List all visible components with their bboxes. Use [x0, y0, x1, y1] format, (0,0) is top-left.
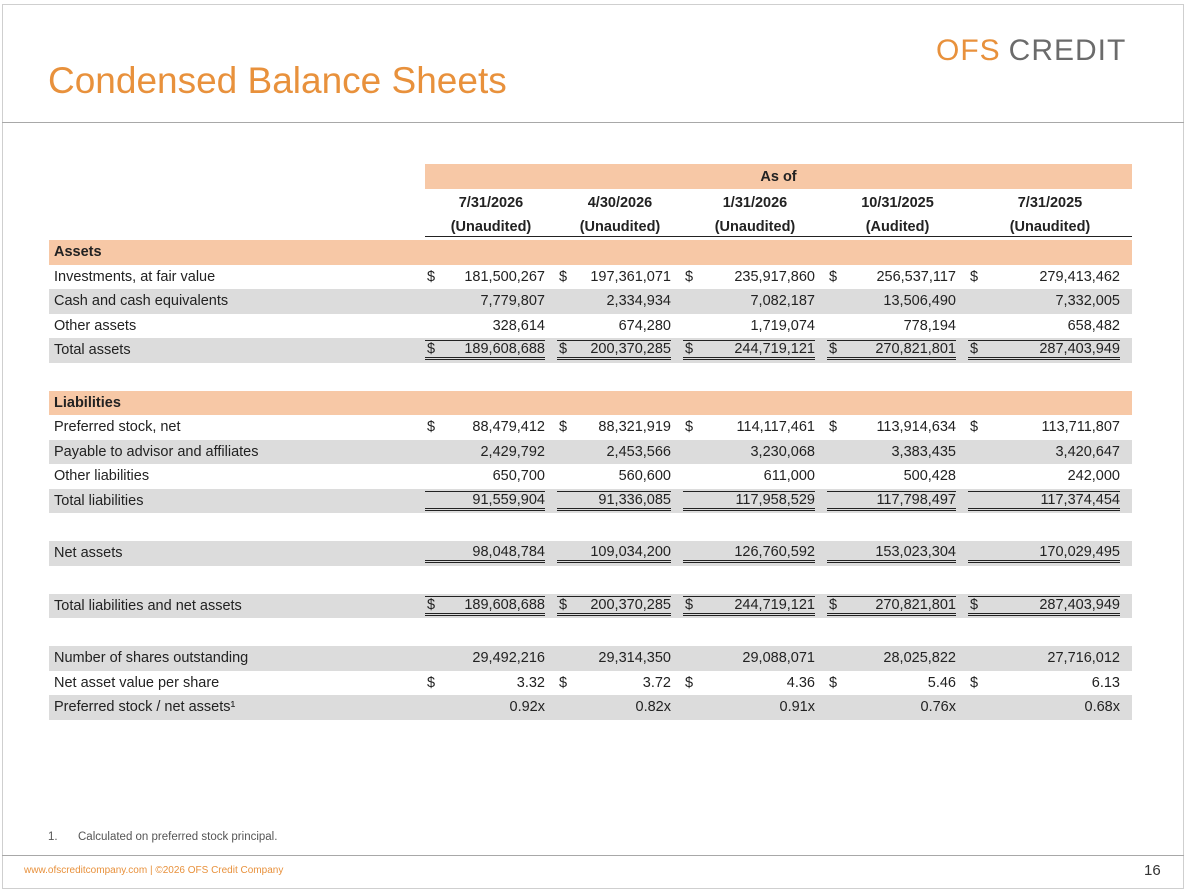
currency-symbol: $ — [970, 341, 979, 358]
currency-symbol: $ — [970, 596, 979, 613]
cell-value: 270,821,801 — [875, 341, 956, 358]
column-status: (Unaudited) — [425, 219, 557, 237]
cell-value: 117,798,497 — [876, 491, 956, 508]
currency-symbol: $ — [685, 268, 694, 285]
cell-value: 0.92x — [509, 699, 545, 716]
cell-value: 3,420,647 — [1055, 443, 1120, 460]
cell-value: 153,023,304 — [875, 543, 956, 560]
column-status: (Audited) — [827, 219, 968, 237]
table-row — [49, 541, 1132, 566]
currency-symbol: $ — [427, 674, 436, 691]
table-row — [49, 265, 1132, 290]
row-label: Net assets — [49, 541, 425, 566]
cell-value: 5.46 — [927, 674, 956, 691]
cell-value: 6.13 — [1091, 674, 1120, 691]
cell-value: 98,048,784 — [472, 543, 545, 560]
table-row — [49, 594, 1132, 619]
currency-symbol: $ — [427, 419, 436, 436]
cell-value: 0.76x — [920, 699, 956, 716]
currency-symbol: $ — [559, 674, 568, 691]
currency-symbol: $ — [829, 341, 838, 358]
currency-symbol: $ — [970, 674, 979, 691]
page-title: Condensed Balance Sheets — [48, 60, 507, 101]
cell-value: 200,370,285 — [590, 596, 671, 613]
cell-value: 170,029,495 — [1039, 543, 1120, 560]
currency-symbol: $ — [829, 674, 838, 691]
column-date: 10/31/2025 — [861, 194, 934, 211]
cell-value: 189,608,688 — [464, 596, 545, 613]
cell-value: 244,719,121 — [734, 596, 815, 613]
row-label: Number of shares outstanding — [49, 646, 425, 671]
cell-value: 7,082,187 — [750, 293, 815, 310]
row-label: Payable to advisor and affiliates — [49, 440, 425, 465]
cell-value: 117,374,454 — [1040, 491, 1120, 508]
table-row — [49, 671, 1132, 696]
row-label: Other assets — [54, 317, 137, 334]
logo-credit: CREDIT — [1008, 34, 1127, 67]
table-row — [49, 314, 1132, 339]
cell-value: 91,559,904 — [472, 491, 545, 508]
company-logo — [936, 34, 1126, 68]
table-row — [49, 646, 1132, 671]
footnote — [48, 831, 277, 843]
cell-value: 181,500,267 — [464, 268, 545, 285]
cell-value: 88,321,919 — [598, 419, 671, 436]
cell-value: 0.68x — [1084, 699, 1120, 716]
group-header-row — [49, 164, 1132, 189]
header-divider — [2, 122, 1184, 123]
currency-symbol: $ — [559, 596, 568, 613]
cell-value: 189,608,688 — [464, 341, 545, 358]
spacer-row — [49, 566, 1132, 594]
currency-symbol: $ — [685, 674, 694, 691]
currency-symbol: $ — [829, 596, 838, 613]
footnote-text: Calculated on preferred stock principal. — [78, 831, 278, 843]
cell-value: 3.32 — [516, 674, 545, 691]
cell-value: 1,719,074 — [750, 317, 815, 334]
currency-symbol: $ — [685, 341, 694, 358]
table-row — [49, 695, 1132, 720]
cell-value: 778,194 — [903, 317, 956, 334]
cell-value: 29,492,216 — [472, 650, 545, 667]
currency-symbol: $ — [829, 268, 838, 285]
cell-value: 29,088,071 — [742, 650, 815, 667]
logo-ofs: OFS — [936, 34, 1001, 67]
cell-value: 279,413,462 — [1039, 268, 1120, 285]
currency-symbol: $ — [427, 596, 436, 613]
currency-symbol: $ — [559, 419, 568, 436]
spacer-row — [49, 363, 1132, 391]
balance-sheet-table — [49, 164, 1132, 720]
row-label: Preferred stock / net assets¹ — [49, 695, 425, 720]
cell-value: 3,383,435 — [891, 443, 956, 460]
table-row — [49, 289, 1132, 314]
currency-symbol: $ — [685, 419, 694, 436]
cell-value: 113,711,807 — [1041, 419, 1120, 436]
cell-value: 287,403,949 — [1039, 596, 1120, 613]
currency-symbol: $ — [427, 341, 436, 358]
table-row — [49, 338, 1132, 363]
cell-value: 2,334,934 — [606, 293, 671, 310]
cell-value: 2,453,566 — [606, 443, 671, 460]
currency-symbol: $ — [559, 341, 568, 358]
cell-value: 114,117,461 — [736, 419, 815, 436]
footer-website[interactable]: www.ofscreditcompany.com | ©2026 OFS Credit Company — [24, 865, 284, 876]
cell-value: 197,361,071 — [590, 268, 671, 285]
cell-value: 0.91x — [779, 699, 815, 716]
status-header-row — [49, 216, 1132, 240]
row-label: Cash and cash equivalents — [49, 289, 425, 314]
cell-value: 2,429,792 — [480, 443, 545, 460]
column-date: 7/31/2026 — [458, 194, 524, 211]
date-header-row — [49, 189, 1132, 216]
row-label: Total assets — [49, 338, 425, 363]
currency-symbol: $ — [685, 596, 694, 613]
cell-value: 27,716,012 — [1047, 650, 1120, 667]
currency-symbol: $ — [559, 268, 568, 285]
spacer-row — [49, 618, 1132, 646]
currency-symbol: $ — [970, 419, 979, 436]
cell-value: 7,779,807 — [480, 293, 545, 310]
group-header: As of — [425, 164, 1132, 189]
cell-value: 13,506,490 — [883, 293, 956, 310]
table-row — [49, 464, 1132, 489]
cell-value: 244,719,121 — [734, 341, 815, 358]
cell-value: 126,760,592 — [734, 543, 815, 560]
cell-value: 674,280 — [618, 317, 671, 334]
cell-value: 500,428 — [903, 468, 956, 485]
row-label: Total liabilities and net assets — [49, 594, 425, 619]
column-status: (Unaudited) — [968, 219, 1132, 237]
cell-value: 117,958,529 — [735, 491, 815, 508]
cell-value: 88,479,412 — [472, 419, 545, 436]
cell-value: 200,370,285 — [590, 341, 671, 358]
cell-value: 0.82x — [635, 699, 671, 716]
cell-value: 658,482 — [1067, 317, 1120, 334]
table-row — [49, 489, 1132, 514]
row-label: Net asset value per share — [54, 674, 220, 691]
column-date: 7/31/2025 — [1017, 194, 1083, 211]
column-date: 4/30/2026 — [587, 194, 653, 211]
table-row — [49, 440, 1132, 465]
table-row — [49, 415, 1132, 440]
section-liabilities — [49, 391, 1132, 416]
cell-value: 7,332,005 — [1055, 293, 1120, 310]
cell-value: 29,314,350 — [598, 650, 671, 667]
cell-value: 4.36 — [786, 674, 815, 691]
cell-value: 28,025,822 — [883, 650, 956, 667]
cell-value: 109,034,200 — [590, 543, 671, 560]
row-label: Total liabilities — [49, 489, 425, 514]
page-number: 16 — [1144, 862, 1161, 879]
column-status: (Unaudited) — [683, 219, 827, 237]
cell-value: 242,000 — [1067, 468, 1120, 485]
spacer-row — [49, 513, 1132, 541]
cell-value: 270,821,801 — [875, 596, 956, 613]
section-title: Assets — [49, 240, 425, 265]
cell-value: 256,537,117 — [876, 268, 956, 285]
footnote-number: 1. — [48, 831, 58, 843]
column-date: 1/31/2026 — [722, 194, 788, 211]
cell-value: 287,403,949 — [1039, 341, 1120, 358]
row-label: Other liabilities — [54, 468, 150, 485]
currency-symbol: $ — [829, 419, 838, 436]
cell-value: 328,614 — [492, 317, 545, 334]
section-assets — [49, 240, 1132, 265]
currency-symbol: $ — [427, 268, 436, 285]
cell-value: 560,600 — [618, 468, 671, 485]
currency-symbol: $ — [970, 268, 979, 285]
cell-value: 235,917,860 — [734, 268, 815, 285]
column-status: (Unaudited) — [557, 219, 683, 237]
row-label: Preferred stock, net — [54, 419, 181, 436]
cell-value: 650,700 — [492, 468, 545, 485]
cell-value: 91,336,085 — [598, 491, 671, 508]
cell-value: 3.72 — [642, 674, 671, 691]
section-title: Liabilities — [49, 391, 425, 416]
cell-value: 3,230,068 — [750, 443, 815, 460]
row-label: Investments, at fair value — [54, 268, 216, 285]
footer-divider — [2, 855, 1184, 856]
cell-value: 113,914,634 — [876, 419, 956, 436]
cell-value: 611,000 — [763, 468, 815, 485]
